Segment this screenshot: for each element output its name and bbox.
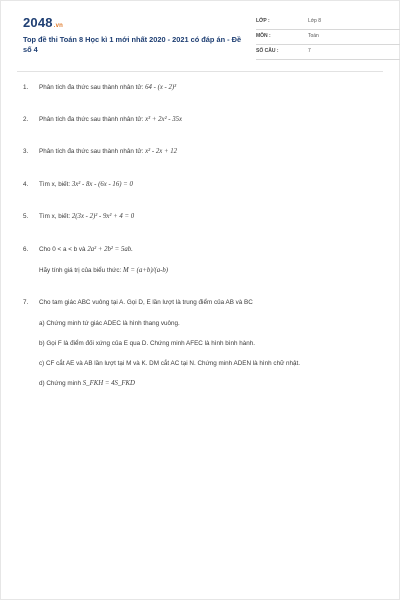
math-expression: 64 - (x - 2)³ bbox=[145, 84, 177, 91]
math-expression: 3x² - 8x - (6x - 16) = 0 bbox=[71, 181, 133, 188]
question-label: d) Chứng minh bbox=[39, 380, 82, 387]
question-label: Hãy tính giá trị của biểu thức: bbox=[39, 267, 122, 274]
math-expression: 2a² + 2b² = 5ab. bbox=[87, 246, 133, 253]
subject-value: Toán bbox=[308, 33, 319, 39]
logo-main: 2048 bbox=[23, 15, 53, 30]
question-number: 5. bbox=[23, 213, 29, 220]
question-number: 7. bbox=[23, 299, 29, 306]
question-6-line-2 bbox=[39, 267, 168, 274]
question-number: 4. bbox=[23, 181, 29, 188]
math-expression: M = (a+b)/(a-b) bbox=[123, 267, 169, 274]
site-logo[interactable] bbox=[23, 15, 63, 30]
question-label: Phân tích đa thức sau thành nhân tử: bbox=[39, 84, 144, 91]
math-expression: S_FKH = 4S_FKD bbox=[82, 380, 135, 387]
subject-label: MÔN : bbox=[256, 33, 271, 39]
question-text bbox=[39, 116, 182, 123]
question-label: Tìm x, biết: bbox=[39, 213, 71, 220]
question-text bbox=[39, 246, 133, 253]
question-text: Cho tam giác ABC vuông tại A. Gọi D, E lần lượt là trung điểm của AB và BC bbox=[39, 299, 253, 306]
document-title: Top đề thi Toán 8 Học kì 1 mới nhất 2020 - 2021 có đáp án - Đề số 4 bbox=[23, 35, 242, 54]
math-expression: x² - 2x + 12 bbox=[145, 148, 178, 155]
question-number: 3. bbox=[23, 148, 29, 155]
class-label: LỚP : bbox=[256, 18, 270, 24]
question-label: Phân tích đa thức sau thành nhân tử: bbox=[39, 116, 144, 123]
question-text bbox=[39, 84, 176, 91]
question-7-item-c: c) CF cắt AE và AB lần lượt tại M và K. DM cắt AC tại N. Chứng minh ADEN là hình chữ nhật. bbox=[39, 360, 301, 367]
question-number: 2. bbox=[23, 116, 29, 123]
question-label: Cho 0 < a < b và bbox=[39, 246, 86, 253]
question-text bbox=[39, 148, 177, 155]
question-label: Phân tích đa thức sau thành nhân tử: bbox=[39, 148, 144, 155]
question-text bbox=[39, 181, 133, 188]
question-7-item-a: a) Chứng minh tứ giác ADEC là hình thang vuông. bbox=[39, 320, 180, 327]
question-number: 6. bbox=[23, 246, 29, 253]
header-divider bbox=[17, 71, 383, 72]
meta-row-count bbox=[256, 45, 400, 60]
question-label: Tìm x, biết: bbox=[39, 181, 71, 188]
question-count-value: 7 bbox=[308, 48, 311, 54]
question-7-item-d bbox=[39, 380, 135, 387]
meta-row-subject bbox=[256, 30, 400, 45]
question-number: 1. bbox=[23, 84, 29, 91]
document-header bbox=[23, 15, 383, 63]
math-expression: 2(3x - 2)² - 9x² + 4 = 0 bbox=[71, 213, 135, 220]
meta-row-class bbox=[256, 15, 400, 30]
class-value: Lớp 8 bbox=[308, 18, 322, 24]
question-text bbox=[39, 213, 134, 220]
question-7-item-b: b) Gọi F là điểm đối xứng của E qua D. Chứng minh AFEC là hình bình hành. bbox=[39, 340, 255, 347]
logo-tld: .vn bbox=[53, 23, 64, 29]
math-expression: x³ + 2x² - 35x bbox=[145, 116, 183, 123]
question-count-label: SỐ CÂU : bbox=[256, 48, 279, 54]
meta-info bbox=[256, 15, 400, 60]
